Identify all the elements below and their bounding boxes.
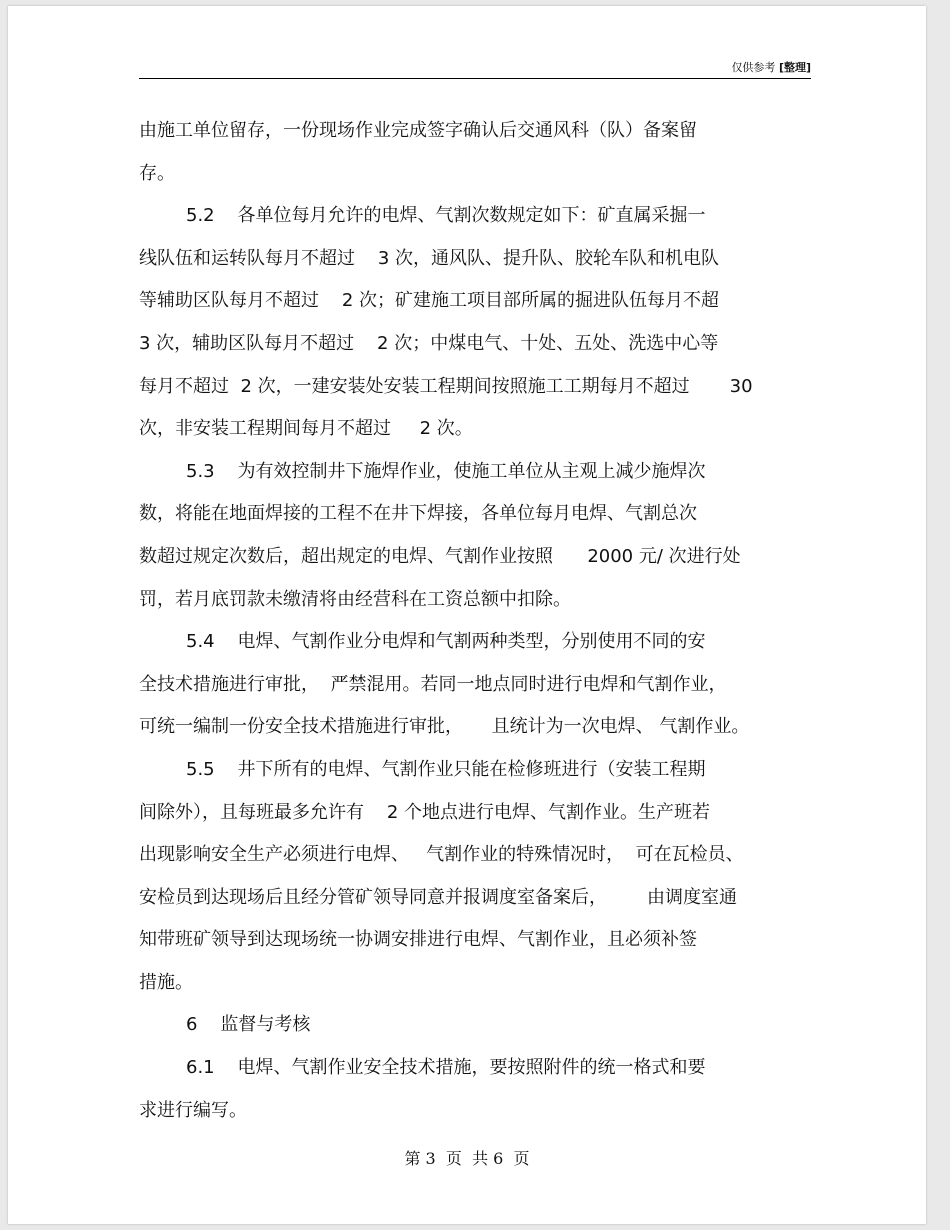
body-text — [139, 110, 819, 1132]
page-footer: 第 3 页 共 6 页 — [404, 1149, 530, 1168]
text-line: 线队伍和运转队每月不超过 3 次，通风队、提升队、胶轮车队和机电队 — [139, 247, 720, 269]
text-line: 3 次，辅助区队每月不超过 2 次；中煤电气、十处、五处、洗选中心等 — [139, 332, 719, 354]
text-line: 由施工单位留存，一份现场作业完成签字确认后交通风科（队）备案留 — [139, 120, 697, 141]
text-line: 数，将能在地面焊接的工程不在井下焊接，各单位每月电焊、气割总次 — [139, 503, 697, 525]
header-prefix: 仅供参考 — [731, 61, 776, 74]
text-line: 6 监督与考核 — [186, 1014, 311, 1036]
text-line: 5.4 电焊、气割作业分电焊和气割两种类型，分别使用不同的安 — [186, 631, 706, 653]
header-bracket: [整理] — [778, 61, 811, 74]
text-line: 次，非安装工程期间每月不超过 2 次。 — [139, 418, 473, 440]
text-line: 安检员到达现场后且经分管矿领导同意并报调度室备案后， 由调度室通 — [139, 886, 738, 908]
text-line: 罚，若月底罚款未缴清将由经营科在工资总额中扣除。 — [139, 588, 571, 610]
header-text — [731, 59, 811, 75]
text-line: 5.2 各单位每月允许的电焊、气割次数规定如下：矿直属采掘一 — [186, 205, 706, 227]
text-line: 等辅助区队每月不超过 2 次；矿建施工项目部所属的掘进队伍每月不超 — [139, 290, 720, 312]
text-line: 可统一编制一份安全技术措施进行审批， 且统计为一次电焊、 气割作业。 — [139, 716, 750, 738]
text-line: 5.3 为有效控制井下施焊作业，使施工单位从主观上减少施焊次 — [186, 460, 706, 482]
text-line: 间除外），且每班最多允许有 2 个地点进行电焊、气割作业。生产班若 — [139, 801, 711, 823]
text-line: 措施。 — [139, 971, 193, 993]
text-line: 6.1 电焊、气割作业安全技术措施，要按照附件的统一格式和要 — [186, 1057, 706, 1079]
text-line: 存。 — [139, 162, 175, 184]
text-line: 知带班矿领导到达现场统一协调安排进行电焊、气割作业，且必须补签 — [139, 929, 697, 951]
text-line: 数超过规定次数后，超出规定的电焊、气割作业按照 2000 元/ 次进行处 — [139, 545, 741, 567]
text-line: 每月不超过 2 次，一建安装处安装工程期间按照施工工期每月不超过 30 — [139, 375, 753, 397]
document-page — [8, 6, 926, 1224]
text-line: 出现影响安全生产必须进行电焊、 气割作业的特殊情况时， 可在瓦检员、 — [139, 844, 744, 866]
text-line: 求进行编写。 — [139, 1099, 247, 1121]
page-header — [139, 52, 811, 79]
text-line: 5.5 井下所有的电焊、气割作业只能在检修班进行（安装工程期 — [186, 758, 706, 780]
text-line: 全技术措施进行审批， 严禁混用。若同一地点同时进行电焊和气割作业， — [139, 673, 727, 695]
